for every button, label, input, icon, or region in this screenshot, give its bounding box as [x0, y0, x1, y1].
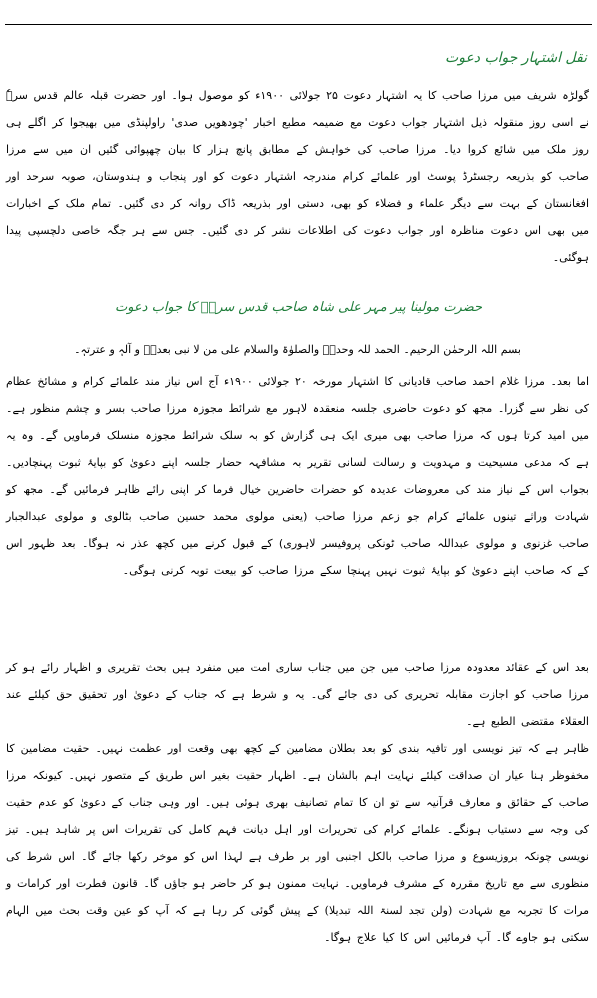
heading-copy-of-reply-notice: نقل اشتہار جواب دعوت — [445, 50, 587, 66]
paragraph-intro: گولڑہ شریف میں مرزا صاحب کا یہ اشتہار دعوت ۲۵ جولائی ۱۹۰۰ء کو موصول ہوا۔ اور حضرت قبلہ عالم قدس سرہٗ نے اسی روز منقولہ ذیل اشتہار جواب دعوت مع ضمیمہ مطبع اخبار 'چودھویں صدی' راولپنڈی میں بھیجوا کر اگلے ہی روز ملک میں شائع کروا دیا۔ مرزا صاحب کی خواہش کے مطابق پانچ ہزار کا بیان چھپوائی گئیں ان میں سے مرزا صاحب کو بذریعہ رجسٹرڈ پوسٹ اور علمائے کرام مندرجہ اشتہار دعوت کو اور پنجاب و ہندوستان، صوبہ سرحد اور افغانستان کے بہت سے دیگر علماء و فضلاء کو بھی، دستی اور بذریعہ ڈاک روانہ کر دی گئیں۔ تمام ملک کے اخبارات میں بھی اس دعوت مناظرہ اور جواب دعوت کی اطلاعات نشر کر دی گئیں۔ جس سے ہر جگہ خاصی دلچسپی پیدا ہوگئی۔ — [6, 89, 589, 264]
paragraph-closing-part-b: کے پیش گوئی کر رہا ہے کہ آپ کو عین وقت بحث میں الہام سکتی ہو جاوے گا۔ آپ فرمائیں اس کا کیا علاج ہوگا۔ — [6, 904, 589, 944]
heading-reply-section: حضرت مولینا پیر مہر علی شاہ صاحب قدس سرہٗ کا جواب دعوت — [114, 300, 483, 315]
top-divider — [5, 24, 592, 25]
paragraph-closing — [6, 735, 589, 951]
bismillah-line: بسم اللہ الرحمٰن الرحیم۔ الحمد للہ وحدہٗ والصلوٰۃ والسلام علی من لا نبی بعدہٗ و آلہٖ و عترتہٖ۔ — [74, 343, 521, 356]
quranic-quote: (ولن تجد لسنۃ اللہ تبدیلا) — [324, 904, 453, 917]
paragraph-conditions: بعد اس کے عقائد معدودہ مرزا صاحب میں جن میں جناب ساری امت میں منفرد ہیں بحث تقریری و اظہار رائے ہو کر مرزا صاحب کو اجازت مقابلہ تحریری کی دی جائے گی۔ یہ و شرط ہے کہ جناب کے دعویٰ اور تحقیق حق کیلئے عند العقلاء مقتضی الطبع ہے۔ — [6, 661, 589, 728]
paragraph-reply-main: اما بعد۔ مرزا غلام احمد صاحب قادیانی کا اشتہار مورخہ ۲۰ جولائی ۱۹۰۰ء آج اس نیاز مند علمائے کرام و مشائخ عظام کی نظر سے گزرا۔ مجھ کو دعوت حاضری جلسہ منعقدہ لاہور مع شرائط مجوزہ مرزا صاحب بسر و چشم منظور ہے۔ میں امید کرتا ہوں کہ مرزا صاحب بھی میری ایک ہی گزارش کو بہ سلک شرائط مجوزہ منسلک فرماویں گے۔ وہ یہ ہے کہ مدعی مسیحیت و مہدویت و رسالت لسانی تقریر بہ مشافہہ حضار جلسہ اپنے دعویٰ کو بپایۂ ثبوت پہنچادیں۔ بجواب اس کے نیاز مند کی معروضات عدیدہ کو حضرات حاضرین خیال فرما کر اپنی رائے ظاہر فرمائیں گے۔ مجھ کو شہادت وراثے تینوں علمائے کرام جو زعم مرزا صاحب (یعنی مولوی محمد حسین صاحب بٹالوی و مولوی عبدالجبار صاحب غزنوی و مولوی عبداللہ صاحب ٹونکی پروفیسر لاہوری) کے قبول کرنے میں کچھ عذر نہ ہوگا۔ بعد ظہور اس کے کہ صاحب اپنے دعویٰ کو بپایۂ ثبوت نہیں پہنچا سکے مرزا صاحب کو بیعت توبہ کرنی ہوگی۔ — [6, 375, 590, 577]
paragraph-closing-part-a: ظاہر ہے کہ تیز نویسی اور تافیہ بندی کو بعد بطلان مضامین کے کچھ بھی وقعت اور عظمت نہیں۔ حقیت مضامین کا مخفوظر ہنا عیار ان صداقت کیلئے نہایت اہم بالشان ہے۔ اظہار حقیت بغیر اس طریق کے متصور نہیں۔ کیونکہ مرزا صاحب کے حقائق و معارف قرآنیہ سے تو ان کا تمام تصانیف بھری ہوئی ہیں۔ اور وہی جناب کے دعویٰ کو عدم حقیت کی وجہ سے دستیاب ہونگے۔ علمائے کرام کی تحریرات اور اہل دیانت فہم کامل کی تقریرات اس پر شاہد ہیں۔ تیز نویسی چونکہ بروزیسوع و مرزا صاحب بالکل اجنبی اور بر طرف ہے لہذا اس کو موخر رکھا جائے گا۔ اس شرط کی منظوری سے مع تاریخ مقررہ کے مشرف فرماویں۔ نہایت ممنون ہو کر حاضر ہو جاؤں گا۔ قانون فطرت اور کرامات و مرات کا تجربہ مع شہادت — [6, 742, 590, 917]
